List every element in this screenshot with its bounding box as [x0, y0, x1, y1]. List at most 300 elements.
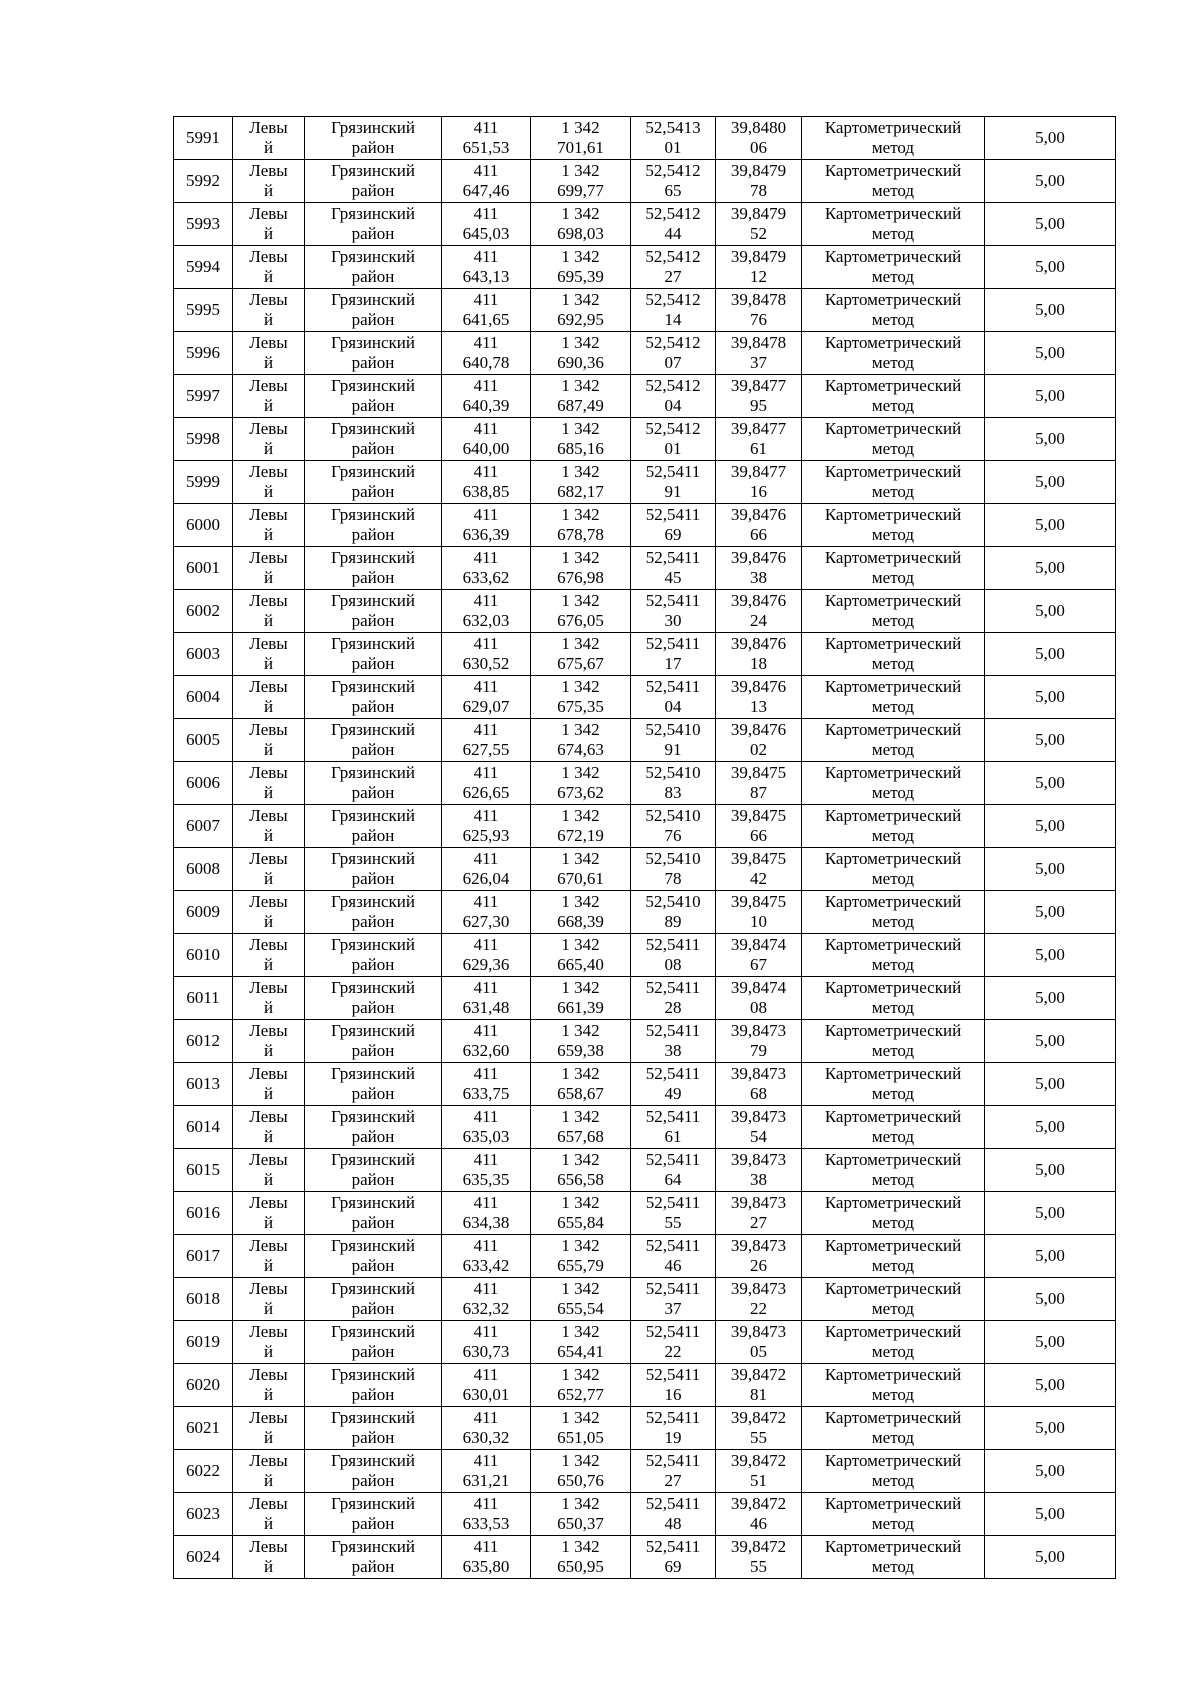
- latitude-cell-line: 44: [664, 224, 682, 243]
- side-cell-line: й: [263, 783, 274, 802]
- method-cell-line: метод: [871, 1127, 915, 1146]
- y-coordinate-cell: [531, 1278, 631, 1321]
- latitude-cell: [631, 1192, 716, 1235]
- x-coordinate-cell-line: 631,48: [462, 998, 510, 1017]
- y-coordinate-cell-line: 665,40: [557, 955, 604, 974]
- x-coordinate-cell: [442, 805, 531, 848]
- side-cell-line: й: [263, 1514, 274, 1533]
- accuracy-cell: 5,00: [985, 1364, 1116, 1407]
- method-cell-line: метод: [871, 568, 915, 587]
- table-row: [174, 934, 1116, 977]
- x-coordinate-cell-line: 645,03: [462, 224, 510, 243]
- x-coordinate-cell: [442, 1192, 531, 1235]
- side-cell-line: Левы: [249, 763, 288, 782]
- latitude-cell: [631, 375, 716, 418]
- longitude-cell-line: 38: [750, 568, 767, 587]
- side-cell-line: Левы: [249, 161, 288, 180]
- district-cell: [305, 1235, 442, 1278]
- district-cell-line: район: [351, 224, 395, 243]
- district-cell-line: Грязинский: [331, 1322, 415, 1341]
- y-coordinate-cell-line: 1 342: [561, 419, 600, 438]
- x-coordinate-cell-line: 651,53: [462, 138, 510, 157]
- method-cell: [802, 977, 985, 1020]
- accuracy-cell: 5,00: [985, 633, 1116, 676]
- y-coordinate-cell-line: 1 342: [561, 505, 600, 524]
- longitude-cell-line: 67: [750, 955, 767, 974]
- method-cell: [802, 160, 985, 203]
- longitude-cell: [716, 547, 802, 590]
- side-cell-line: Левы: [249, 806, 288, 825]
- latitude-cell: [631, 117, 716, 160]
- district-cell-line: Грязинский: [331, 1150, 415, 1169]
- side-cell-line: й: [263, 1213, 274, 1232]
- x-coordinate-cell-line: 411: [473, 1107, 499, 1126]
- method-cell: [802, 1235, 985, 1278]
- point-number-cell: 5998: [174, 418, 233, 461]
- latitude-cell-line: 52,5410: [645, 720, 701, 739]
- latitude-cell: [631, 719, 716, 762]
- district-cell: [305, 547, 442, 590]
- method-cell: [802, 1063, 985, 1106]
- y-coordinate-cell-line: 652,77: [557, 1385, 604, 1404]
- method-cell-line: метод: [871, 439, 915, 458]
- point-number-cell: 5991: [174, 117, 233, 160]
- accuracy-cell: 5,00: [985, 977, 1116, 1020]
- district-cell-line: Грязинский: [331, 1064, 415, 1083]
- longitude-cell-line: 42: [750, 869, 767, 888]
- district-cell-line: Грязинский: [331, 935, 415, 954]
- y-coordinate-cell-line: 657,68: [557, 1127, 604, 1146]
- table-row: [174, 676, 1116, 719]
- side-cell-line: Левы: [249, 892, 288, 911]
- side-cell-line: й: [263, 869, 274, 888]
- longitude-cell-line: 55: [750, 1428, 767, 1447]
- method-cell: [802, 547, 985, 590]
- latitude-cell-line: 52,5410: [645, 806, 701, 825]
- table-row: [174, 375, 1116, 418]
- latitude-cell: [631, 1020, 716, 1063]
- accuracy-cell: 5,00: [985, 934, 1116, 977]
- y-coordinate-cell-line: 1 342: [561, 849, 600, 868]
- accuracy-cell: 5,00: [985, 1106, 1116, 1149]
- accuracy-cell: 5,00: [985, 1063, 1116, 1106]
- latitude-cell: [631, 590, 716, 633]
- x-coordinate-cell-line: 631,21: [462, 1471, 510, 1490]
- side-cell: [233, 1536, 305, 1579]
- method-cell-line: Картометрический: [824, 720, 962, 739]
- side-cell-line: й: [263, 1256, 274, 1275]
- latitude-cell: [631, 1106, 716, 1149]
- latitude-cell: [631, 1493, 716, 1536]
- method-cell-line: метод: [871, 181, 915, 200]
- longitude-cell-line: 39,8476: [730, 634, 787, 653]
- method-cell: [802, 676, 985, 719]
- district-cell: [305, 848, 442, 891]
- side-cell-line: Левы: [249, 935, 288, 954]
- district-cell-line: Грязинский: [331, 1021, 415, 1040]
- method-cell-line: метод: [871, 525, 915, 544]
- method-cell: [802, 1493, 985, 1536]
- district-cell: [305, 117, 442, 160]
- district-cell: [305, 805, 442, 848]
- point-number-cell: 6017: [174, 1235, 233, 1278]
- latitude-cell-line: 69: [664, 1557, 682, 1576]
- longitude-cell-line: 39,8479: [730, 161, 787, 180]
- y-coordinate-cell-line: 1 342: [561, 763, 600, 782]
- y-coordinate-cell: [531, 1020, 631, 1063]
- y-coordinate-cell-line: 670,61: [557, 869, 604, 888]
- accuracy-cell: 5,00: [985, 590, 1116, 633]
- x-coordinate-cell: [442, 1536, 531, 1579]
- district-cell: [305, 289, 442, 332]
- table-row: [174, 1321, 1116, 1364]
- x-coordinate-cell: [442, 676, 531, 719]
- y-coordinate-cell-line: 1 342: [561, 1322, 600, 1341]
- district-cell-line: Грязинский: [331, 591, 415, 610]
- district-cell-line: Грязинский: [331, 290, 415, 309]
- x-coordinate-cell-line: 411: [473, 290, 499, 309]
- accuracy-cell: 5,00: [985, 1192, 1116, 1235]
- latitude-cell: [631, 848, 716, 891]
- point-number-cell: 5996: [174, 332, 233, 375]
- latitude-cell-line: 01: [664, 439, 682, 458]
- method-cell-line: Картометрический: [824, 462, 962, 481]
- longitude-cell-line: 06: [750, 138, 767, 157]
- x-coordinate-cell-line: 411: [473, 247, 499, 266]
- latitude-cell-line: 52,5411: [645, 591, 701, 610]
- side-cell-line: й: [263, 1041, 274, 1060]
- method-cell-line: Картометрический: [824, 763, 962, 782]
- y-coordinate-cell-line: 668,39: [557, 912, 604, 931]
- district-cell-line: район: [351, 697, 395, 716]
- x-coordinate-cell: [442, 1063, 531, 1106]
- longitude-cell-line: 10: [750, 912, 767, 931]
- side-cell: [233, 805, 305, 848]
- y-coordinate-cell-line: 672,19: [557, 826, 604, 845]
- longitude-cell: [716, 934, 802, 977]
- point-number-cell: 6010: [174, 934, 233, 977]
- side-cell: [233, 117, 305, 160]
- point-number-cell: 6014: [174, 1106, 233, 1149]
- y-coordinate-cell-line: 1 342: [561, 118, 600, 137]
- latitude-cell: [631, 891, 716, 934]
- table-row: [174, 547, 1116, 590]
- latitude-cell-line: 69: [664, 525, 682, 544]
- y-coordinate-cell-line: 1 342: [561, 1494, 600, 1513]
- longitude-cell: [716, 1020, 802, 1063]
- district-cell-line: район: [351, 1385, 395, 1404]
- side-cell: [233, 934, 305, 977]
- side-cell-line: й: [263, 998, 274, 1017]
- latitude-cell-line: 76: [664, 826, 682, 845]
- y-coordinate-cell: [531, 117, 631, 160]
- district-cell-line: район: [351, 1557, 395, 1576]
- method-cell-line: метод: [871, 611, 915, 630]
- district-cell: [305, 1536, 442, 1579]
- latitude-cell-line: 52,5411: [645, 677, 701, 696]
- district-cell-line: Грязинский: [331, 333, 415, 352]
- district-cell-line: Грязинский: [331, 204, 415, 223]
- point-number-cell: 5994: [174, 246, 233, 289]
- y-coordinate-cell: [531, 461, 631, 504]
- district-cell-line: Грязинский: [331, 806, 415, 825]
- latitude-cell: [631, 332, 716, 375]
- method-cell: [802, 934, 985, 977]
- accuracy-cell: 5,00: [985, 1321, 1116, 1364]
- side-cell-line: Левы: [249, 1494, 288, 1513]
- y-coordinate-cell: [531, 848, 631, 891]
- table-row: [174, 1106, 1116, 1149]
- method-cell: [802, 117, 985, 160]
- district-cell: [305, 1278, 442, 1321]
- x-coordinate-cell-line: 635,80: [462, 1557, 510, 1576]
- longitude-cell: [716, 1364, 802, 1407]
- method-cell-line: метод: [871, 740, 915, 759]
- point-number-cell: 6002: [174, 590, 233, 633]
- y-coordinate-cell: [531, 762, 631, 805]
- latitude-cell-line: 04: [664, 396, 682, 415]
- x-coordinate-cell: [442, 547, 531, 590]
- y-coordinate-cell: [531, 246, 631, 289]
- side-cell-line: й: [263, 1084, 274, 1103]
- y-coordinate-cell: [531, 1235, 631, 1278]
- longitude-cell-line: 39,8473: [730, 1107, 787, 1126]
- y-coordinate-cell-line: 1 342: [561, 892, 600, 911]
- longitude-cell-line: 12: [750, 267, 767, 286]
- longitude-cell: [716, 805, 802, 848]
- side-cell: [233, 1192, 305, 1235]
- latitude-cell-line: 52,5411: [645, 1107, 701, 1126]
- latitude-cell: [631, 246, 716, 289]
- side-cell: [233, 762, 305, 805]
- latitude-cell-line: 61: [664, 1127, 682, 1146]
- y-coordinate-cell-line: 1 342: [561, 161, 600, 180]
- method-cell-line: Картометрический: [824, 1494, 962, 1513]
- longitude-cell-line: 39,8473: [730, 1193, 787, 1212]
- y-coordinate-cell-line: 1 342: [561, 1064, 600, 1083]
- longitude-cell-line: 52: [750, 224, 767, 243]
- table-row: [174, 1364, 1116, 1407]
- longitude-cell: [716, 719, 802, 762]
- district-cell-line: район: [351, 783, 395, 802]
- district-cell: [305, 418, 442, 461]
- x-coordinate-cell: [442, 719, 531, 762]
- latitude-cell: [631, 1063, 716, 1106]
- side-cell: [233, 1106, 305, 1149]
- latitude-cell-line: 30: [664, 611, 682, 630]
- x-coordinate-cell: [442, 590, 531, 633]
- district-cell: [305, 1063, 442, 1106]
- district-cell-line: Грязинский: [331, 376, 415, 395]
- y-coordinate-cell-line: 1 342: [561, 1236, 600, 1255]
- y-coordinate-cell-line: 1 342: [561, 935, 600, 954]
- x-coordinate-cell: [442, 375, 531, 418]
- point-number-cell: 6005: [174, 719, 233, 762]
- longitude-cell-line: 39,8477: [730, 462, 787, 481]
- y-coordinate-cell: [531, 1407, 631, 1450]
- method-cell: [802, 633, 985, 676]
- side-cell-line: Левы: [249, 376, 288, 395]
- table-row: [174, 1235, 1116, 1278]
- y-coordinate-cell: [531, 1192, 631, 1235]
- accuracy-cell: 5,00: [985, 332, 1116, 375]
- district-cell-line: Грязинский: [331, 247, 415, 266]
- longitude-cell-line: 87: [750, 783, 767, 802]
- y-coordinate-cell-line: 1 342: [561, 1150, 600, 1169]
- longitude-cell-line: 81: [750, 1385, 767, 1404]
- side-cell-line: Левы: [249, 1365, 288, 1384]
- method-cell-line: Картометрический: [824, 1236, 962, 1255]
- accuracy-cell: 5,00: [985, 1536, 1116, 1579]
- side-cell-line: й: [263, 697, 274, 716]
- longitude-cell-line: 24: [750, 611, 767, 630]
- accuracy-cell: 5,00: [985, 547, 1116, 590]
- side-cell-line: Левы: [249, 290, 288, 309]
- longitude-cell: [716, 1493, 802, 1536]
- longitude-cell-line: 39,8473: [730, 1236, 787, 1255]
- y-coordinate-cell-line: 676,05: [557, 611, 604, 630]
- y-coordinate-cell-line: 651,05: [557, 1428, 604, 1447]
- method-cell: [802, 719, 985, 762]
- district-cell-line: Грязинский: [331, 677, 415, 696]
- x-coordinate-cell-line: 630,01: [462, 1385, 510, 1404]
- x-coordinate-cell-line: 411: [473, 1150, 499, 1169]
- method-cell-line: метод: [871, 912, 915, 931]
- longitude-cell-line: 39,8472: [730, 1537, 787, 1556]
- latitude-cell-line: 52,5412: [645, 333, 701, 352]
- side-cell-line: й: [263, 611, 274, 630]
- accuracy-cell: 5,00: [985, 1407, 1116, 1450]
- side-cell-line: й: [263, 310, 274, 329]
- side-cell-line: Левы: [249, 204, 288, 223]
- x-coordinate-cell-line: 632,60: [462, 1041, 510, 1060]
- latitude-cell: [631, 676, 716, 719]
- method-cell-line: метод: [871, 783, 915, 802]
- method-cell: [802, 1450, 985, 1493]
- side-cell: [233, 848, 305, 891]
- table-row: [174, 848, 1116, 891]
- y-coordinate-cell: [531, 1536, 631, 1579]
- method-cell-line: метод: [871, 826, 915, 845]
- latitude-cell-line: 04: [664, 697, 682, 716]
- district-cell: [305, 934, 442, 977]
- x-coordinate-cell-line: 411: [473, 161, 499, 180]
- latitude-cell-line: 52,5410: [645, 763, 701, 782]
- latitude-cell-line: 52,5411: [645, 548, 701, 567]
- table-row: [174, 1407, 1116, 1450]
- side-cell-line: й: [263, 740, 274, 759]
- table-row: [174, 1450, 1116, 1493]
- latitude-cell-line: 52,5411: [645, 1150, 701, 1169]
- district-cell: [305, 375, 442, 418]
- longitude-cell-line: 13: [750, 697, 767, 716]
- side-cell-line: й: [263, 181, 274, 200]
- latitude-cell: [631, 203, 716, 246]
- longitude-cell-line: 39,8476: [730, 677, 787, 696]
- accuracy-cell: 5,00: [985, 289, 1116, 332]
- y-coordinate-cell-line: 1 342: [561, 1537, 600, 1556]
- method-cell-line: Картометрический: [824, 1537, 962, 1556]
- x-coordinate-cell-line: 626,65: [462, 783, 510, 802]
- district-cell: [305, 977, 442, 1020]
- y-coordinate-cell: [531, 160, 631, 203]
- method-cell: [802, 762, 985, 805]
- x-coordinate-cell: [442, 203, 531, 246]
- x-coordinate-cell-line: 629,07: [462, 697, 510, 716]
- x-coordinate-cell-line: 411: [473, 849, 499, 868]
- x-coordinate-cell-line: 411: [473, 1494, 499, 1513]
- method-cell-line: Картометрический: [824, 892, 962, 911]
- method-cell-line: Картометрический: [824, 1408, 962, 1427]
- method-cell-line: метод: [871, 1342, 915, 1361]
- y-coordinate-cell-line: 650,76: [557, 1471, 604, 1490]
- longitude-cell: [716, 461, 802, 504]
- point-number-cell: 6006: [174, 762, 233, 805]
- district-cell-line: район: [351, 181, 395, 200]
- side-cell-line: Левы: [249, 720, 288, 739]
- district-cell: [305, 1364, 442, 1407]
- y-coordinate-cell-line: 675,35: [557, 697, 604, 716]
- district-cell-line: Грязинский: [331, 462, 415, 481]
- point-number-cell: 6011: [174, 977, 233, 1020]
- side-cell-line: Левы: [249, 1193, 288, 1212]
- method-cell-line: метод: [871, 267, 915, 286]
- longitude-cell-line: 39,8473: [730, 1150, 787, 1169]
- y-coordinate-cell-line: 698,03: [557, 224, 604, 243]
- district-cell: [305, 590, 442, 633]
- district-cell-line: район: [351, 138, 395, 157]
- district-cell: [305, 246, 442, 289]
- latitude-cell-line: 65: [664, 181, 682, 200]
- point-number-cell: 5992: [174, 160, 233, 203]
- latitude-cell-line: 17: [664, 654, 682, 673]
- longitude-cell: [716, 1536, 802, 1579]
- side-cell: [233, 1321, 305, 1364]
- latitude-cell-line: 27: [664, 267, 682, 286]
- longitude-cell-line: 39,8475: [730, 849, 787, 868]
- x-coordinate-cell-line: 411: [473, 763, 499, 782]
- longitude-cell-line: 61: [750, 439, 767, 458]
- y-coordinate-cell: [531, 633, 631, 676]
- latitude-cell-line: 48: [664, 1514, 682, 1533]
- method-cell-line: Картометрический: [824, 1279, 962, 1298]
- side-cell-line: Левы: [249, 333, 288, 352]
- latitude-cell-line: 16: [664, 1385, 682, 1404]
- method-cell-line: метод: [871, 1299, 915, 1318]
- x-coordinate-cell: [442, 633, 531, 676]
- district-cell-line: Грязинский: [331, 1451, 415, 1470]
- latitude-cell: [631, 1321, 716, 1364]
- district-cell-line: район: [351, 1213, 395, 1232]
- x-coordinate-cell-line: 632,03: [462, 611, 510, 630]
- side-cell: [233, 590, 305, 633]
- x-coordinate-cell-line: 625,93: [462, 826, 510, 845]
- district-cell-line: район: [351, 1514, 395, 1533]
- side-cell-line: Левы: [249, 591, 288, 610]
- longitude-cell: [716, 1235, 802, 1278]
- latitude-cell-line: 08: [664, 955, 682, 974]
- method-cell-line: Картометрический: [824, 290, 962, 309]
- table-row: [174, 203, 1116, 246]
- point-number-cell: 6020: [174, 1364, 233, 1407]
- longitude-cell-line: 66: [750, 826, 767, 845]
- district-cell-line: Грязинский: [331, 978, 415, 997]
- longitude-cell: [716, 1149, 802, 1192]
- y-coordinate-cell: [531, 203, 631, 246]
- y-coordinate-cell: [531, 719, 631, 762]
- table-row: [174, 1493, 1116, 1536]
- x-coordinate-cell-line: 411: [473, 677, 499, 696]
